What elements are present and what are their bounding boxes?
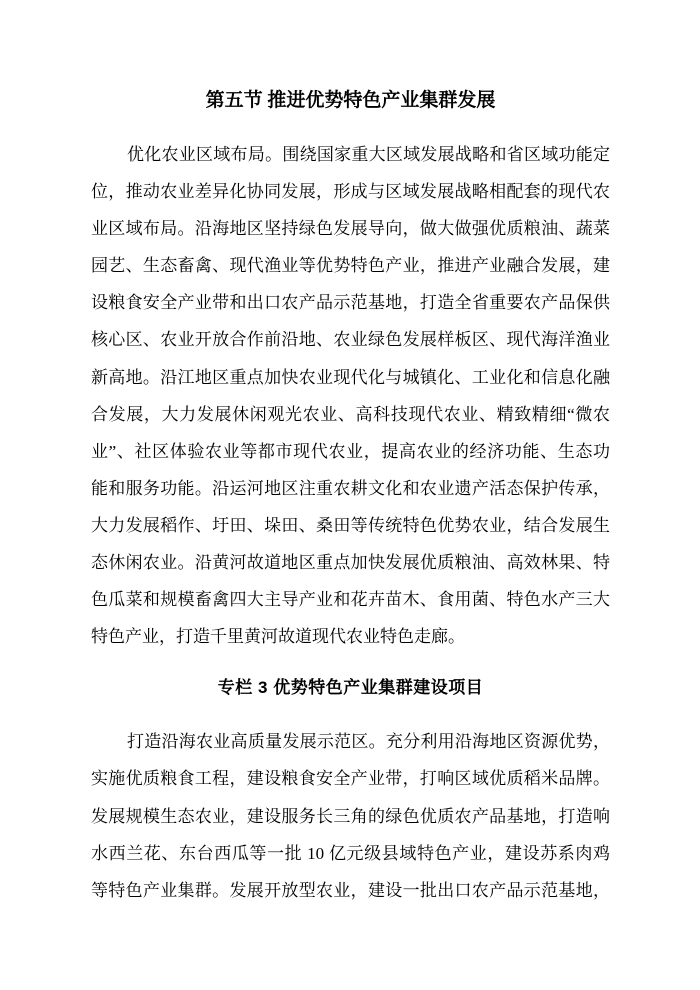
text-line: 优化农业区域布局。围绕国家重大区域发展战略和省区域功能定 — [127, 145, 610, 164]
text-line: 特色产业，打造千里黄河故道现代农业特色走廊。 — [91, 627, 465, 647]
text-line: 等特色产业集群。发展开放型农业，建设一批出口农产品示范基地， — [91, 880, 610, 900]
paragraph-region-layout — [91, 136, 610, 655]
text-line: 位，推动农业差异化协同发展，形成与区域发展战略相配套的现代农 — [91, 182, 610, 202]
text-line: 业区域布局。沿海地区坚持绿色发展导向，做大做强优质粮油、蔬菜 — [91, 219, 610, 239]
text-line: 态休闲农业。沿黄河故道地区重点加快发展优质粮油、高效林果、特 — [91, 553, 610, 573]
text-line: 色瓜菜和规模畜禽四大主导产业和花卉苗木、食用菌、特色水产三大 — [91, 590, 610, 610]
text-line: 水西兰花、东台西瓜等一批 10 亿元级县域特色产业，建设苏系肉鸡 — [91, 843, 610, 863]
box-heading: 专栏 3 优势特色产业集群建设项目 — [217, 678, 484, 698]
text-line: 发展规模生态农业，建设服务长三角的绿色优质农产品基地，打造响 — [91, 806, 610, 826]
text-line: 大力发展稻作、圩田、垛田、桑田等传统特色优势农业，结合发展生 — [91, 515, 610, 535]
text-line: 园艺、生态畜禽、现代渔业等优势特色产业，推进产业融合发展，建 — [91, 256, 610, 276]
text-line: 设粮食安全产业带和出口农产品示范基地，打造全省重要农产品保供 — [91, 293, 610, 313]
document-content — [0, 87, 700, 909]
text-line: 合发展，大力发展休闲观光农业、高科技现代农业、精致精细“微农 — [91, 404, 610, 424]
text-line: 核心区、农业开放合作前沿地、农业绿色发展样板区、现代海洋渔业 — [91, 330, 610, 350]
text-line: 新高地。沿江地区重点加快农业现代化与城镇化、工业化和信息化融 — [91, 367, 610, 387]
text-line: 业”、社区体验农业等都市现代农业，提高农业的经济功能、生态功 — [91, 441, 610, 461]
paragraph-coastal-demo-zone — [91, 723, 610, 908]
section-title: 第五节 推进优势特色产业集群发展 — [205, 90, 496, 111]
text-line: 实施优质粮食工程，建设粮食安全产业带，打响区域优质稻米品牌。 — [91, 769, 610, 789]
text-line: 打造沿海农业高质量发展示范区。充分利用沿海地区资源优势， — [127, 732, 610, 752]
text-line: 能和服务功能。沿运河地区注重农耕文化和农业遗产活态保护传承， — [91, 478, 610, 498]
